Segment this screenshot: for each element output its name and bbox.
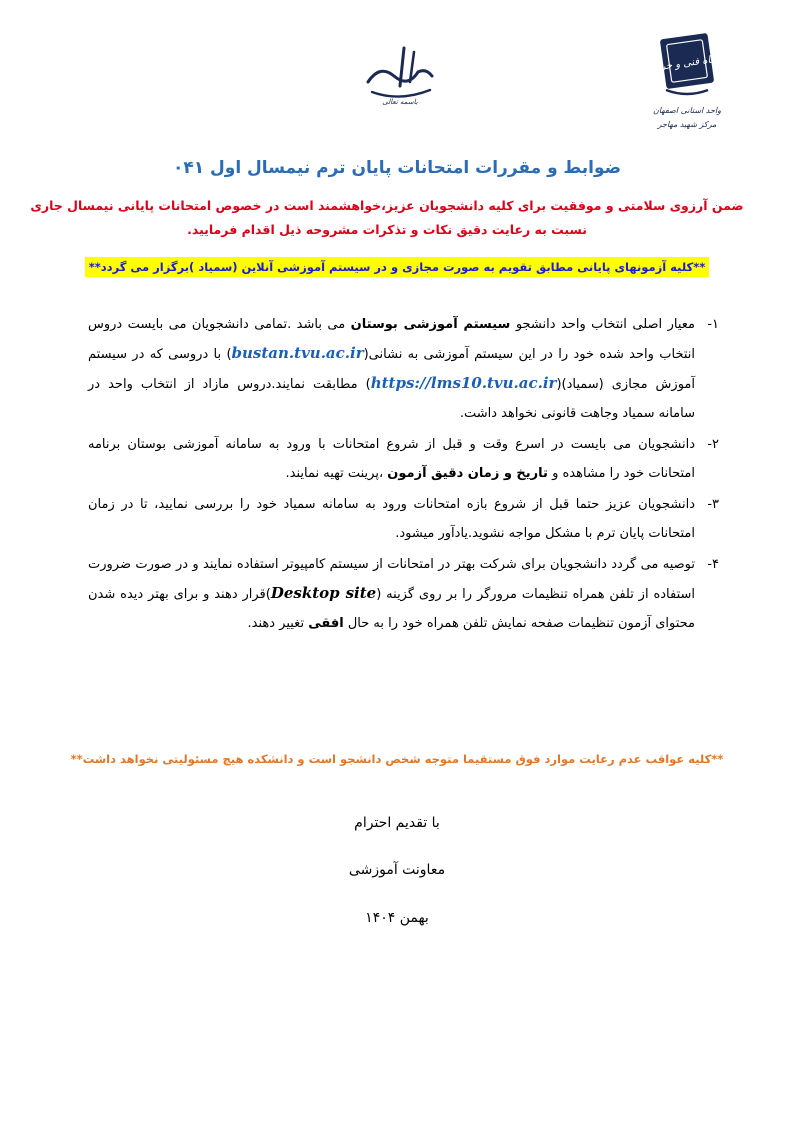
intro-paragraph: ضمن آرزوی سلامتی و موفقیت برای کلیه دانشجویان عزیز،خواهشمند است در خصوص امتحانات پایانی نیمسال جاری نسبت به رعایت دقیق نکات و تذکرات مشروحه ذیل اقدام فرمایید. [30,198,744,237]
rule-number: ۴- [707,557,719,572]
university-logo-text: دانشگاه فنی و حرفه‌ای [639,51,736,76]
rule-text: دانشجویان می بایست در اسرع وقت و قبل از شروع امتحانات با ورود به سامانه آموزشی بوستان برنامه امتحانات خود را مشاهده و [88,437,695,481]
highlight-note-container [0,256,794,277]
rule-item-3 [88,490,719,548]
rule-number: ۳- [707,497,719,512]
rule-item-1 [88,310,719,428]
rule-item-2 [88,430,719,488]
lms-link[interactable]: https://lms10.tvu.ac.ir [370,374,557,392]
rule-text: دانشجویان عزیز حتما قبل از شروع بازه امتحانات ورود به سامانه سمیاد خود را بررسی نمایید، تا در زمان امتحانات پایان ترم با مشکل مواجه نشوید.یادآور میشود. [88,497,695,541]
rule-text: می باشد .تمامی دانشجویان می بایست دروس انتخاب واحد شده خود را در این سیستم آموزشی به نشانی( [88,317,695,362]
rule-text: ،پرینت تهیه نمایند. [285,466,384,481]
rule-bold-text: تاریخ و زمان دقیق آزمون [387,466,548,481]
rule-item-4 [88,550,719,638]
rule-bold-text: سیستم آموزشی بوستان [350,317,511,332]
rule-bold-text: افقی [308,616,344,631]
rule-text: ) مطابقت نمایند.دروس مازاد از انتخاب واحد در سامانه سمیاد وجاهت قانونی نخواهد داشت. [88,377,695,421]
university-subtitle-2: مرکز شهید مهاجر [657,120,717,129]
bismillah-text: باسمه تعالی [382,98,418,106]
bustan-link[interactable]: bustan.tvu.ac.ir [231,344,364,362]
closing-office: معاونت آموزشی [348,862,446,878]
warning-note: **کلیه عواقب عدم رعایت موارد فوق مستقیما متوجه شخص دانشجو است و دانشکده هیچ مسئولیتی نخواهد داشت** [70,752,724,766]
rule-number: ۲- [707,437,719,452]
rule-text: معیار اصلی انتخاب واحد دانشجو [515,317,695,332]
university-logo [632,30,742,140]
page-title: ضوابط و مقررات امتحانات پایان ترم نیمسال اول ۰۴۱ [172,158,622,178]
rule-text: تغییر دهند. [247,616,305,631]
highlight-note: **کلیه آزمونهای پایانی مطابق تقویم به صورت مجازی و در سیستم آموزشی آنلاین (سمیاد )برگزار می گردد** [85,257,710,277]
rule-text: )قرار دهند و برای بهتر دیده شدن محتوای آزمون تنظیمات صفحه نمایش تلفن همراه خود را به حال [88,587,695,631]
desktop-site-label: Desktop site [270,584,377,602]
bismillah-calligraphy [360,42,440,106]
rule-number: ۱- [707,317,719,332]
closing-date: بهمن ۱۴۰۴ [365,910,429,926]
university-subtitle-1: واحد استانی اصفهان [652,106,722,115]
university-emblem-icon [639,32,736,102]
rules-list [88,310,719,640]
rule-text: توصیه می گردد دانشجویان برای شرکت بهتر در امتحانات از سیستم کامپیوتر استفاده نمایند و در صورت ضرورت استفاده از تلفن همراه تنظیمات مرورگر را بر روی گزینه ( [88,557,696,602]
closing-greeting: با تقدیم احترام [354,815,440,831]
rule-text: ) با دروسی که در سیستم آموزش مجازی (سمیاد)( [88,347,695,392]
